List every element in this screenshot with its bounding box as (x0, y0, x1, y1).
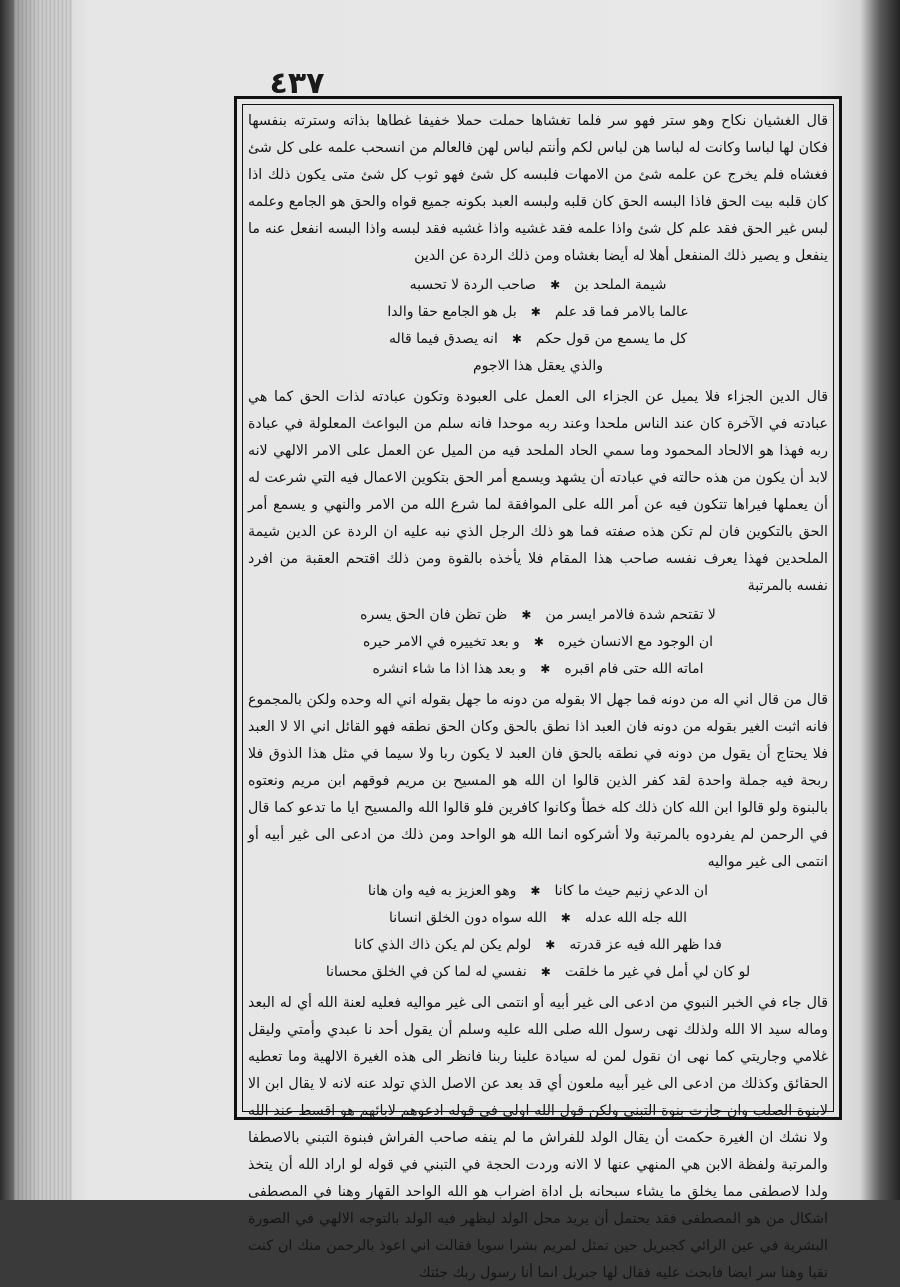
verse-hemistich: نفسي له لما كن في الخلق محسانا (325, 964, 527, 980)
book-page-edges (14, 0, 72, 1200)
verse-line (248, 353, 828, 380)
verse-hemistich: صاحب الردة لا تحسبه (409, 277, 537, 293)
verse-hemistich: لو كان لي أمل في غير ما خلقت (564, 964, 751, 980)
verse-separator-icon: ✱ (540, 662, 551, 676)
verse-hemistich: الله جله الله عدله (584, 910, 688, 926)
verse-line (248, 959, 828, 986)
verse-hemistich: والذي يعقل هذا الاجوم (473, 358, 603, 374)
verse-group-aqaba (248, 602, 828, 683)
verse-separator-icon: ✱ (540, 965, 551, 979)
verse-separator-icon: ✱ (550, 278, 561, 292)
verse-hemistich: لا تقتحم شدة فالامر ايسر من (545, 607, 716, 623)
verse-hemistich: الله سواه دون الخلق انسانا (388, 910, 547, 926)
verse-line (248, 656, 828, 683)
verse-line (248, 629, 828, 656)
verse-group-ridda (248, 272, 828, 380)
verse-line (248, 272, 828, 299)
verse-separator-icon: ✱ (560, 911, 571, 925)
verse-separator-icon: ✱ (530, 305, 541, 319)
verse-hemistich: ظن تظن فان الحق يسره (360, 607, 508, 623)
verse-separator-icon: ✱ (511, 332, 522, 346)
verse-hemistich: شيمة الملحد بن (574, 277, 667, 293)
verse-separator-icon: ✱ (545, 938, 556, 952)
page-number: ٤٣٧ (269, 66, 325, 101)
paragraph-ghishyan: قال الغشيان نكاح وهو ستر فهو سر فلما تغشاها حملت حملا خفيفا غطاها بذاته وسترته بنفسها فكان لها لباسا وكانت له لباسا هن لباس لكم وأنتم لباس لهن فالعالم من انسحب علمه على كل شئ فغشاه فلم يخرج عن علمه شئ من الامهات فلبسه كل شئ فهو ثوب كل شئ متى يكون ذلك اذا كان قلبه بيت الحق فاذا البسه الحق كان قلبه ولبسه العبد بكونه جميع قواه والحق هو الجامع وعلمه لبس غير الحق فقد علم كل شئ واذا علمه فقد غشيه واذا غشيه فقد لبسه واذا البسه انفعل عنه ما ينفعل و يصير ذلك المنفعل أهلا له أيضا بغشاه ومن ذلك الردة عن الدين (248, 113, 828, 264)
verse-line (248, 299, 828, 326)
verse-hemistich: انه يصدق فيما قاله (388, 331, 498, 347)
verse-separator-icon: ✱ (521, 608, 532, 622)
verse-hemistich: و بعد هذا اذا ما شاء انشره (372, 661, 527, 677)
main-text-block (248, 108, 828, 1281)
verse-group-dai (248, 878, 828, 986)
verse-hemistich: ان الوجود مع الانسان خيره (557, 634, 714, 650)
paragraph-din-jaza: قال الدين الجزاء فلا يميل عن الجزاء الى العمل على العبودة وتكون عبادته لذات الحق كما هي عبادته في الآخرة كان عند الناس ملحدا وعند ربه موحدا فانه سلم من البواعث المعلولة في عبادة ربه فهذا هو الالحاد المحمود وما سمي الحاد الملحد فيه من الميل عن العمل على الامر الالهي لانه لابد أن يكون من هذه حالته في عبادته أن يشهد ويسمع أمر الحق بتكوين الاعمال فيه التي شرعت له أن يعملها فيراها تتكون فيه عن أمر الله على الموافقة لما شرع الله من الامر والنهي و يسمع أمر الحق بالتكوين فان لم تكن هذه صفته فما هو ذلك الرجل الذي نبه عليه ان الردة عن الدين شيمة الملحدين فهذا يعرف نفسه صاحب هذا المقام فلا يأخذه بالقوة ومن ذلك اقتحم العقبة من افرد نفسه بالمرتبة (248, 389, 828, 594)
verse-separator-icon: ✱ (530, 884, 541, 898)
verse-line (248, 602, 828, 629)
verse-line (248, 932, 828, 959)
paragraph-ilah: قال من قال اني اله من دونه فما جهل الا بقوله من دونه ما جهل بقوله اني اله وحده ولكن بالمجموع فانه اثبت الغير بقوله من دونه فان العبد اذا نطق بالحق وكان الحق نطقه فهو القائل اني الا لا العبد فلا يحتاج أن يقول من دونه في نطقه بالحق فان العبد لا يكون ربا ولا سيما في مثل هذا الذوق فلا ربحة فيه جملة واحدة لقد كفر الذين قالوا ان الله هو المسيح بن مريم فوقهم ابن مريم ونعتوه بالبنوة ولو قالوا ابن الله كان ذلك كله خطأ وكانوا كافرين فلو قالوا الله والمسيح ايا ما تدعو كما قال في الرحمن لم يفردوه بالمرتبة ولا أشركوه انما الله هو الواحد ومن ذلك من ادعى الى غير أبيه أو انتمى الى غير مواليه (248, 692, 828, 870)
verse-hemistich: وهو العزيز به فيه وان هانا (367, 883, 517, 899)
verse-separator-icon: ✱ (533, 635, 544, 649)
verse-hemistich: بل هو الجامع حقا والدا (387, 304, 517, 320)
verse-hemistich: لولم يكن لم يكن ذاك الذي كانا (354, 937, 532, 953)
verse-hemistich: و بعد تخييره في الامر حيره (362, 634, 520, 650)
verse-line (248, 905, 828, 932)
verse-line (248, 326, 828, 353)
verse-hemistich: اماته الله حتى فام اقبره (564, 661, 704, 677)
verse-hemistich: ان الدعي زنيم حيث ما كانا (554, 883, 709, 899)
verse-line (248, 878, 828, 905)
verse-hemistich: فدا ظهر الله فيه عز قدرته (569, 937, 722, 953)
verse-hemistich: كل ما يسمع من قول حكم (535, 331, 688, 347)
paragraph-khabar-nabawi: قال جاء في الخبر النبوي من ادعى الى غير أبيه أو انتمى الى غير مواليه فعليه لعنة الله أي له البعد وماله سيد الا الله ولذلك نهى رسول الله صلى الله عليه وسلم أن يقول أحد نا عبدي وأمتي وليقل غلامي وجاريتي كما نهى ان نقول لمن له سيادة علينا ربنا فانظر الى هذه الغيرة الالهية وما تعطيه الحقائق وكذلك من ادعى الى غير أبيه ملعون أي قد بعد عن الاصل الذي تولد عنه لانه لا يقال ابن الا لابنوة الصلب وان جازت بنوة التبني ولكن قول الله اولى في قوله ادعوهم لابائهم هو اقسط عند الله ولا نشك ان الغيرة حكمت أن يقال الولد للفراش ما لم ينفه صاحب الفراش فبنوة التبني بالاصطفا والمرتبة ولفظة الابن هي المنهي عنها لا الانه وردت الحجة في التبني في قوله لو اراد الله أن يتخذ ولدا لاصطفى مما يخلق ما يشاء سبحانه بل اداة اضراب هو الله الواحد القهار وهنا في المصطفى اشكال من هو المصطفى فقد يحتمل أن يريد محل الولد ليظهر فيه الولد بالتوجه الالهي في الصورة البشرية في عين الرائي كجبريل حين تمثل لمريم بشرا سويا فقالت اني اعوذ بالرحمن منك ان كنت تقيا وهنا سر ايضا فابحث عليه فقال لها جبريل انما أنا رسول ربك جئتك (248, 995, 828, 1281)
verse-hemistich: عالما بالامر فما قد علم (554, 304, 689, 320)
